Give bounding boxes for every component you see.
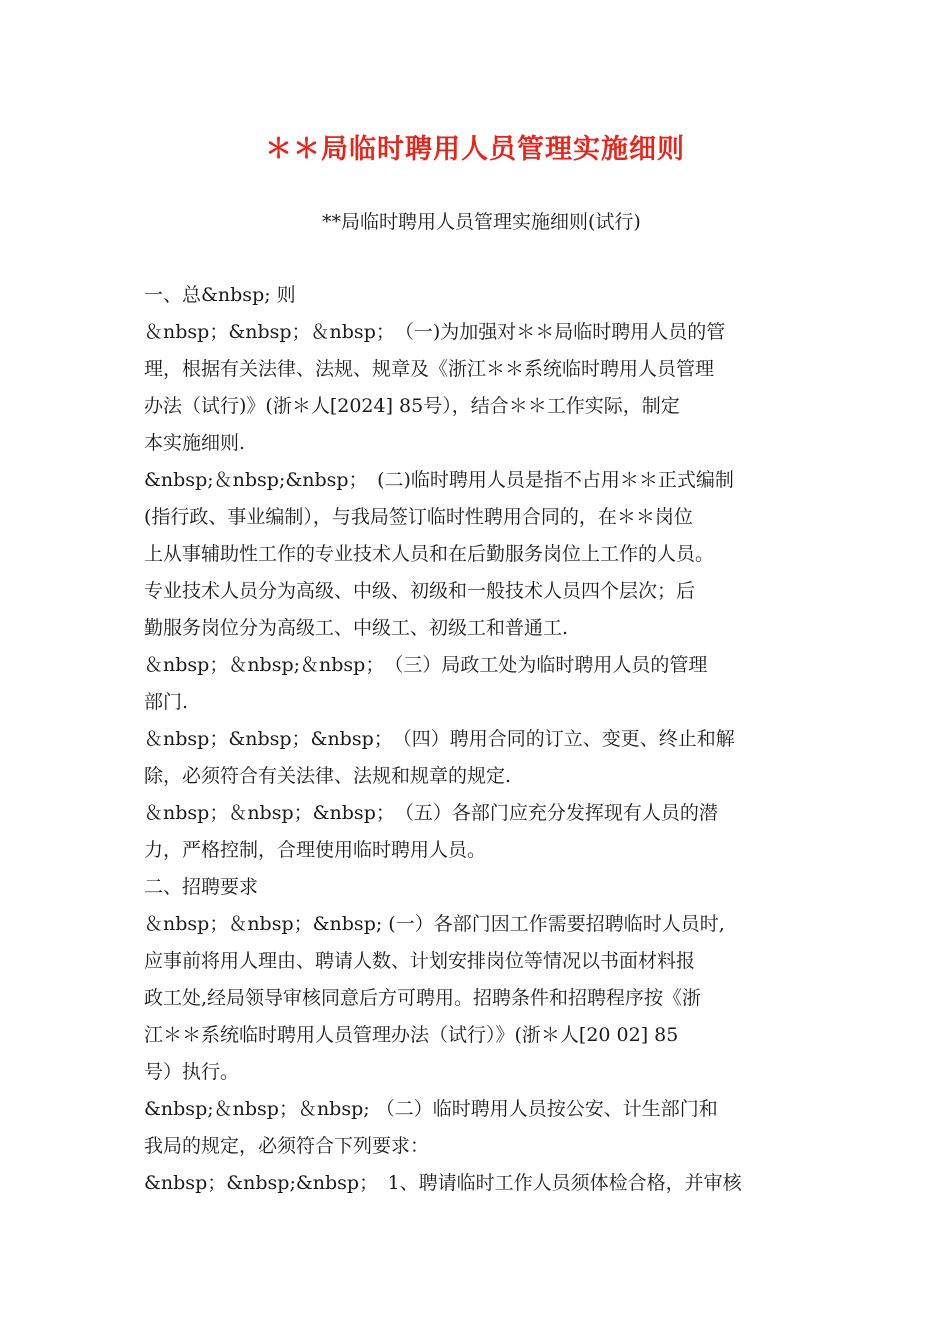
paragraph-line: 专业技术人员分为高级、中级、初级和一般技术人员四个层次；后: [144, 580, 696, 602]
paragraph-line: &nbsp；&nbsp;&nbsp； 1、聘请临时工作人员须体检合格，并审核: [144, 1172, 742, 1194]
paragraph-line: 勤服务岗位分为高级工、中级工、初级工和普通工.: [144, 617, 569, 639]
paragraph-line: ＆nbsp；＆nbsp；&nbsp； （五）各部门应充分发挥现有人员的潜: [144, 802, 718, 824]
paragraph-line: ＆nbsp；&nbsp；&nbsp； （四）聘用合同的订立、变更、终止和解: [144, 728, 735, 750]
document-title: ＊＊局临时聘用人员管理实施细则: [265, 134, 685, 165]
section-heading-general: 一、总&nbsp; 则: [144, 284, 296, 306]
paragraph-line: 上从事辅助性工作的专业技术人员和在后勤服务岗位上工作的人员。: [144, 543, 715, 565]
paragraph-line: 号）执行。: [144, 1061, 240, 1083]
paragraph-line: 部门.: [144, 691, 189, 713]
paragraph-line: ＆nbsp；＆nbsp；&nbsp; (一）各部门因工作需要招聘临时人员时,: [144, 913, 725, 935]
paragraph-line: ＆nbsp；＆nbsp;＆nbsp； （三）局政工处为临时聘用人员的管理: [144, 654, 708, 676]
paragraph-line: 力，严格控制，合理使用临时聘用人员。: [144, 839, 487, 861]
paragraph-line: 我局的规定，必须符合下列要求：: [144, 1135, 430, 1157]
paragraph-line: 江＊＊系统临时聘用人员管理办法（试行）》(浙＊人[20 02] 85: [144, 1024, 679, 1046]
paragraph-line: &nbsp;＆nbsp;&nbsp； (二)临时聘用人员是指不占用＊＊正式编制: [144, 469, 734, 491]
section-heading-recruitment: 二、招聘要求: [144, 876, 259, 898]
paragraph-line: 本实施细则.: [144, 432, 246, 454]
document-body: [144, 277, 816, 1202]
paragraph-line: 应事前将用人理由、聘请人数、计划安排岗位等情况以书面材料报: [144, 950, 696, 972]
paragraph-line: 办法（试行)》(浙＊人[2024] 85号），结合＊＊工作实际，制定: [144, 395, 680, 417]
paragraph-line: &nbsp;＆nbsp；＆nbsp; （二）临时聘用人员按公安、计生部门和: [144, 1098, 718, 1120]
paragraph-line: 除，必须符合有关法律、法规和规章的规定.: [144, 765, 512, 787]
document-subtitle: **局临时聘用人员管理实施细则(试行): [322, 211, 641, 233]
paragraph-line: 理，根据有关法律、法规、规章及《浙江＊＊系统临时聘用人员管理: [144, 358, 715, 380]
paragraph-line: ＆nbsp；&nbsp；＆nbsp； （一)为加强对＊＊局临时聘用人员的管: [144, 321, 726, 343]
paragraph-line: 政工处,经局领导审核同意后方可聘用。招聘条件和招聘程序按《浙: [144, 987, 702, 1009]
paragraph-line: (指行政、事业编制），与我局签订临时性聘用合同的，在＊＊岗位: [144, 506, 693, 528]
